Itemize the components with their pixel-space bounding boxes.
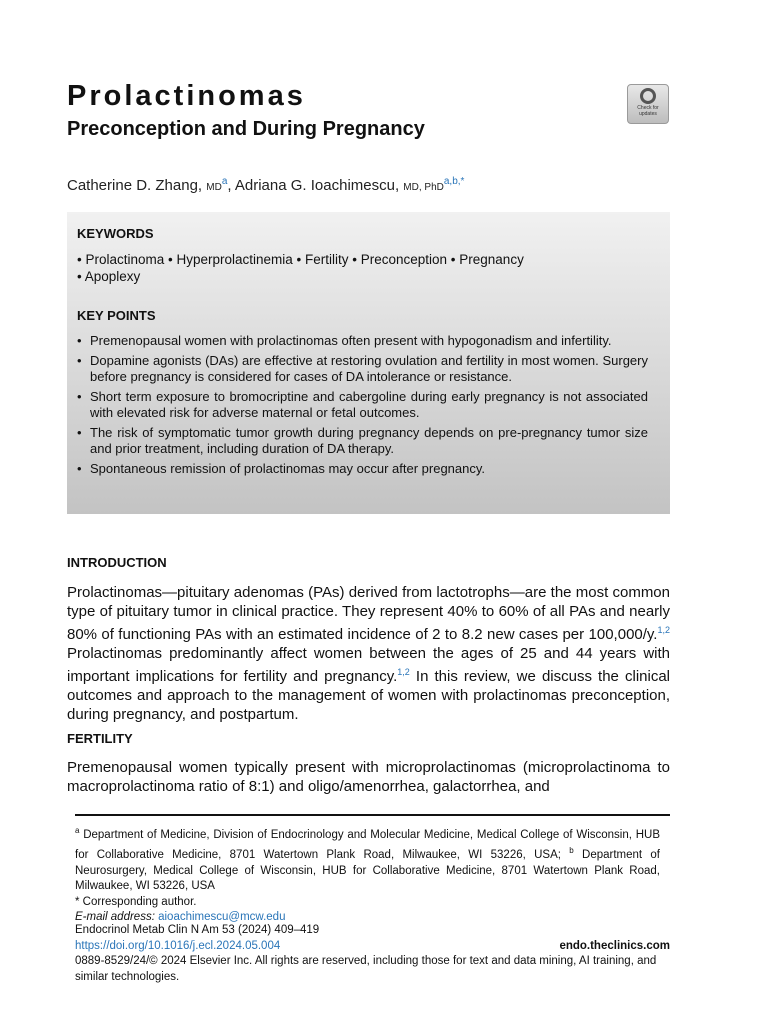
author-line <box>67 176 464 194</box>
journal-citation: Endocrinol Metab Clin N Am 53 (2024) 409–419 <box>75 924 320 936</box>
doi-row <box>75 939 670 955</box>
email-label: E-mail address: <box>75 911 159 924</box>
fertility-heading: FERTILITY <box>67 731 133 746</box>
check-for-updates-badge[interactable] <box>627 84 669 124</box>
corresponding-author: * Corresponding author. <box>75 895 197 908</box>
keywords-keypoints-box <box>67 212 670 514</box>
key-point-item: • Premenopausal women with prolactinomas often present with hypogonadism and infertility. <box>77 333 648 349</box>
keywords-line-1: • Prolactinoma • Hyperprolactinemia • Fertility • Preconception • Pregnancy <box>77 252 524 267</box>
affiliation-b-marker: b <box>569 846 574 856</box>
footnote-divider <box>75 814 670 816</box>
copyright-notice: 0889-8529/24/© 2024 Elsevier Inc. All rights are reserved, including those for text and data mining, AI training, and similar technologies. <box>75 955 657 983</box>
keywords-heading: KEYWORDS <box>77 226 154 241</box>
intro-text-1: Prolactinomas—pituitary adenomas (PAs) derived from lactotrophs—are the most common type of pituitary tumor in clinical practice. They represent 40% to 60% of all PAs and nearly 80% of functioning PAs with an estimated incidence of 2 to 8.2 new cases per 100,000/y. <box>67 584 670 643</box>
badge-text-2: updates <box>639 111 657 117</box>
author-1-name: Catherine D. Zhang, <box>67 177 207 194</box>
update-check-icon <box>640 88 656 104</box>
article-title: Prolactinomas <box>67 80 306 112</box>
author-2-name: , Adriana G. Ioachimescu, <box>227 177 404 194</box>
key-points-list <box>77 333 648 477</box>
introduction-paragraph <box>67 583 670 724</box>
key-points-heading: KEY POINTS <box>77 308 156 323</box>
key-point-item: • Short term exposure to bromocriptine and cabergoline during early pregnancy is not associated with elevated risk for adverse maternal or fetal outcomes. <box>77 389 648 421</box>
author-2-degree: MD, PhD <box>403 182 444 193</box>
key-point-item: • The risk of symptomatic tumor growth during pregnancy depends on pre-pregnancy tumor size and prior treatment, including duration of DA therapy. <box>77 425 648 457</box>
intro-text-2: Prolactinomas predominantly affect women between the ages of 25 and 44 years with important implications for fertility and pregnancy. <box>67 645 670 685</box>
key-point-item: • Dopamine agonists (DAs) are effective at restoring ovulation and fertility in most women. Surgery before pregnancy is considered for cases of DA intolerance or resistance. <box>77 353 648 385</box>
key-point-item: • Spontaneous remission of prolactinomas may occur after pregnancy. <box>77 461 648 477</box>
author-2-affiliation[interactable]: a,b,* <box>443 176 465 187</box>
keywords-list <box>77 251 648 285</box>
citation-block <box>75 923 670 985</box>
affiliations <box>75 823 660 895</box>
reference-link-2[interactable]: 1,2 <box>397 667 410 677</box>
doi-link[interactable]: https://doi.org/10.1016/j.ecl.2024.05.004 <box>75 939 281 952</box>
reference-link-1[interactable]: 1,2 <box>657 625 670 635</box>
keywords-line-2: • Apoplexy <box>77 269 141 284</box>
affiliation-b: Department of Neurosurgery, Medical College of Wisconsin, HUB for Collaborative Medicine, 8701 Watertown Plank Road, Milwaukee, WI 53226, USA <box>75 849 660 893</box>
fertility-paragraph: Premenopausal women typically present with microprolactinomas (microprolactinoma to macroprolactinoma ratio of 8:1) and oligo/amenorrhea, galactorrhea, and <box>67 759 670 795</box>
affiliation-a: Department of Medicine, Division of Endocrinology and Molecular Medicine, Medical College of Wisconsin, HUB for Collaborative Medicine, 8701 Watertown Plank Road, Milwaukee, WI 53226, USA; <box>75 828 660 862</box>
journal-site[interactable]: endo.theclinics.com <box>559 939 670 952</box>
email-link[interactable]: aioachimescu@mcw.edu <box>158 911 286 924</box>
affiliation-a-marker: a <box>75 826 80 835</box>
article-subtitle: Preconception and During Pregnancy <box>67 118 425 140</box>
introduction-heading: INTRODUCTION <box>67 555 167 570</box>
author-1-affiliation[interactable]: a <box>221 176 228 187</box>
affiliation-footnote <box>75 823 660 926</box>
author-1-degree: MD <box>206 182 222 193</box>
intro-text-3: In this review, we discuss the clinical outcomes and approach to the management of women with prolactinomas preconception, during pregnancy, and postpartum. <box>67 668 670 723</box>
badge-text-1: Check for <box>637 105 659 111</box>
